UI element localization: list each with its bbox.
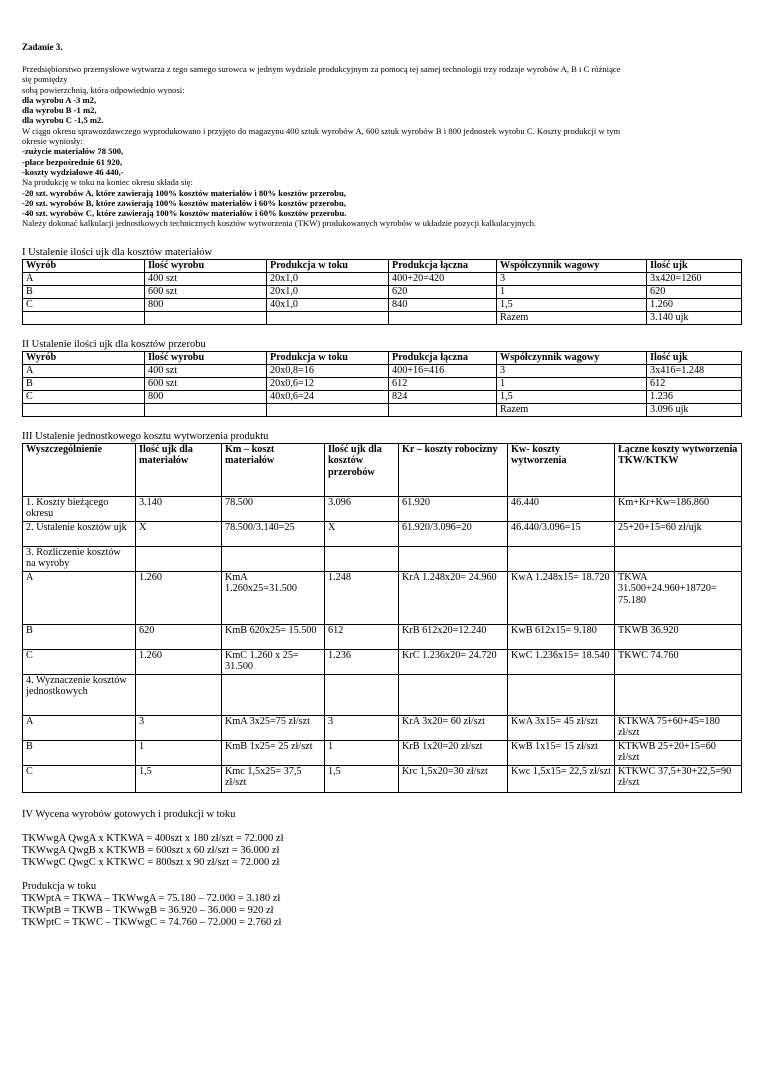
task-line: -20 szt. wyrobów A, które zawierają 100% kosztów materiałów i 80% kosztów przerobu, [22, 187, 346, 198]
table-row [23, 715, 742, 740]
column-header: Wyszczególnienie [23, 443, 136, 496]
table-cell: 46.440 [508, 496, 615, 521]
table-row [23, 272, 742, 285]
table-cell [508, 546, 615, 571]
task-text [22, 64, 742, 229]
table-cell: 3 [136, 715, 222, 740]
task-line: -płace bezpośrednie 61 920, [22, 156, 123, 167]
table-cell: Kmc 1,5x25= 37,5 zł/szt [222, 765, 325, 792]
table-cell: B [23, 624, 136, 649]
task-line: dla wyrobu A -3 m2, [22, 94, 97, 105]
table-cell: 20x1,0 [267, 285, 389, 298]
table-cell: KwB 612x15= 9.180 [508, 624, 615, 649]
table-cell: KrC 1.236x20= 24.720 [399, 649, 508, 674]
table-row [23, 649, 742, 674]
table-cell: KTKWB 25+20+15=60 zł/szt [615, 740, 742, 765]
table-cell: 612 [325, 624, 399, 649]
column-header: Kw- koszty wytworzenia [508, 443, 615, 496]
column-header: Produkcja w toku [267, 259, 389, 272]
column-header: Ilość ujk [647, 259, 742, 272]
column-header: Wyrób [23, 259, 145, 272]
table-cell: 46.440/3.096=15 [508, 521, 615, 546]
table-cell [145, 311, 267, 324]
table-cell [389, 311, 497, 324]
formula-line: TKWwgA QwgA x KTKWA = 400szt x 180 zł/szt = 72.000 zł [22, 832, 284, 844]
table-cell [267, 403, 389, 416]
table-cell: 3 [497, 364, 647, 377]
table-cell: 1 [325, 740, 399, 765]
table-row [23, 546, 742, 571]
table-cell: 600 szt [145, 377, 267, 390]
table-row [23, 740, 742, 765]
table-cell: 1. Koszty bieżącego okresu [23, 496, 136, 521]
table-cell [399, 546, 508, 571]
table-row [23, 364, 742, 377]
table-cell: Krc 1,5x20=30 zł/szt [399, 765, 508, 792]
table-cell: C [23, 390, 145, 403]
table-cell: 1.236 [647, 390, 742, 403]
table-row [23, 521, 742, 546]
formula-line: TKWptC = TKWC – TKWwgC = 74.760 – 72.000 = 2.760 zł [22, 916, 282, 928]
table-cell [399, 674, 508, 715]
section1-title: I Ustalenie ilości ujk dla kosztów materiałów [22, 246, 213, 258]
table-cell: 3x420=1260 [647, 272, 742, 285]
table-cell: X [136, 521, 222, 546]
table-cell: KmC 1.260 x 25= 31.500 [222, 649, 325, 674]
table-cell [136, 546, 222, 571]
task-line: W ciągu okresu sprawozdawczego wyprodukowano i przyjęto do magazynu 400 sztuk wyrobów A, 600 sztuk wyrobów B i 800 jednostek wyrobu C. Koszty produkcji w tym [22, 125, 621, 136]
table-cell: 800 [145, 298, 267, 311]
table-cell: 1 [497, 377, 647, 390]
table-cell: KrB 1x20=20 zł/szt [399, 740, 508, 765]
table-cell: 1 [136, 740, 222, 765]
task-line: -40 szt. wyrobów C, które zawierają 100% kosztów materiałów i 60% kosztów przerobu. [22, 208, 347, 219]
table-cell: KrA 1.248x20= 24.960 [399, 571, 508, 624]
table-cell: 1.260 [136, 649, 222, 674]
table-cell: 1.236 [325, 649, 399, 674]
document-page [22, 42, 742, 929]
table-cell: 620 [647, 285, 742, 298]
column-header: Km – koszt materiałów [222, 443, 325, 496]
table-cell: 1,5 [497, 390, 647, 403]
task-line: sobą powierzchnią, która odpowiednio wynosi: [22, 84, 185, 95]
table-cell: 40x0,6=24 [267, 390, 389, 403]
wip-lines [22, 893, 742, 929]
wip-subtitle: Produkcja w toku [22, 880, 97, 892]
column-header: Kr – koszty robocizny [399, 443, 508, 496]
table-cell: 1,5 [325, 765, 399, 792]
section3-table [22, 443, 742, 793]
header-row [23, 351, 742, 364]
table-row [23, 285, 742, 298]
table-cell: 3.140 [136, 496, 222, 521]
table-cell: A [23, 571, 136, 624]
table-cell: 3.140 ujk [647, 311, 742, 324]
table-cell: 3 [497, 272, 647, 285]
table-cell: KwA 3x15= 45 zł/szt [508, 715, 615, 740]
table-cell: A [23, 272, 145, 285]
table-cell: 620 [389, 285, 497, 298]
table-cell: TKWB 36.920 [615, 624, 742, 649]
table-cell: 61.920 [399, 496, 508, 521]
table-cell: 1.260 [647, 298, 742, 311]
table-row [23, 496, 742, 521]
table-cell: 78.500 [222, 496, 325, 521]
task-line: Należy dokonać kalkulacji jednostkowych technicznych kosztów wytworzenia (TKW) produkowanych wyrobów w układzie pozycji kalkulacyjnych. [22, 218, 537, 229]
column-header: Wyrób [23, 351, 145, 364]
table-cell: 400 szt [145, 272, 267, 285]
table-cell: Razem [497, 403, 647, 416]
column-header: Współczynnik wagowy [497, 351, 647, 364]
task-line: Na produkcję w toku na koniec okresu składa się: [22, 177, 193, 188]
table-cell: 2. Ustalenie kosztów ujk [23, 521, 136, 546]
table-cell [389, 403, 497, 416]
table-cell: 400+16=416 [389, 364, 497, 377]
column-header: Ilość wyrobu [145, 351, 267, 364]
table-row [23, 624, 742, 649]
table-cell: B [23, 377, 145, 390]
table-cell: C [23, 298, 145, 311]
table-cell: A [23, 715, 136, 740]
table-cell: TKWC 74.760 [615, 649, 742, 674]
table-cell: KmA 3x25=75 zł/szt [222, 715, 325, 740]
table-cell [23, 311, 145, 324]
table-cell: 1.248 [325, 571, 399, 624]
table-cell [615, 674, 742, 715]
table-cell: 1.260 [136, 571, 222, 624]
table-cell: Km+Kr+Kw=186.860 [615, 496, 742, 521]
table-row [23, 311, 742, 324]
table-cell [267, 311, 389, 324]
table-cell: Kwc 1,5x15= 22,5 zł/szt [508, 765, 615, 792]
table-row [23, 298, 742, 311]
task-line: okresie wyniosły: [22, 136, 83, 147]
table-cell: 4. Wyznaczenie kosztów jednostkowych [23, 674, 136, 715]
task-line: -zużycie materiałów 78 500, [22, 146, 124, 157]
table-cell: KwB 1x15= 15 zł/szt [508, 740, 615, 765]
table-cell: 40x1,0 [267, 298, 389, 311]
table-cell: KTKWC 37,5+30+22,5=90 zł/szt [615, 765, 742, 792]
table-cell [23, 403, 145, 416]
table-cell [508, 674, 615, 715]
table-cell: 3.096 ujk [647, 403, 742, 416]
table-cell: 1,5 [136, 765, 222, 792]
table-cell: KmB 620x25= 15.500 [222, 624, 325, 649]
table-cell: 400+20=420 [389, 272, 497, 285]
table-row [23, 377, 742, 390]
table-cell: 612 [389, 377, 497, 390]
table-cell: A [23, 364, 145, 377]
column-header: Produkcja łączna [389, 351, 497, 364]
table-cell: 3.096 [325, 496, 399, 521]
table-cell: 824 [389, 390, 497, 403]
table-cell: 20x0,6=12 [267, 377, 389, 390]
header-row [23, 443, 742, 496]
header-row [23, 259, 742, 272]
task-line: się pomiędzy [22, 74, 68, 85]
table-cell: X [325, 521, 399, 546]
table-cell: 612 [647, 377, 742, 390]
column-header: Współczynnik wagowy [497, 259, 647, 272]
section4-title: IV Wycena wyrobów gotowych i produkcji w toku [22, 808, 236, 820]
task-line: Przedsiębiorstwo przemysłowe wytwarza z tego samego surowca w jednym wydziale produkcyjnym za pomocą tej samej technologii trzy rodzaje wyrobów A, B i C różniące [22, 64, 621, 74]
table-cell: C [23, 649, 136, 674]
table-cell [136, 674, 222, 715]
column-header: Produkcja w toku [267, 351, 389, 364]
table-cell: 400 szt [145, 364, 267, 377]
table-cell: 1 [497, 285, 647, 298]
column-header: Łączne koszty wytworzenia TKW/KTKW [615, 443, 742, 496]
table-cell: B [23, 740, 136, 765]
table-row [23, 765, 742, 792]
task-line: dla wyrobu C -1,5 m2. [22, 115, 104, 126]
column-header: Ilość ujk [647, 351, 742, 364]
task-line: -20 szt. wyrobów B, które zawierają 100% kosztów materiałów i 60% kosztów przerobu, [22, 197, 346, 208]
formula-line: TKWwgC QwgC x KTKWC = 800szt x 90 zł/szt = 72.000 zł [22, 856, 280, 868]
table-cell: 78.500/3.140=25 [222, 521, 325, 546]
table-cell: 3. Rozliczenie kosztów na wyroby [23, 546, 136, 571]
table-cell [222, 546, 325, 571]
table-cell: 25+20+15=60 zł/ujk [615, 521, 742, 546]
table-cell: 3 [325, 715, 399, 740]
table-cell: KwC 1.236x15= 18.540 [508, 649, 615, 674]
table-cell [615, 546, 742, 571]
table-cell: 800 [145, 390, 267, 403]
table-cell: KTKWA 75+60+45=180 zł/szt [615, 715, 742, 740]
table-cell: B [23, 285, 145, 298]
table-row [23, 674, 742, 715]
table-cell: 3x416=1.248 [647, 364, 742, 377]
column-header: Ilość wyrobu [145, 259, 267, 272]
table-cell: C [23, 765, 136, 792]
section2-table [22, 351, 742, 417]
table-cell: 600 szt [145, 285, 267, 298]
table-cell: TKWA 31.500+24.960+18720= 75.180 [615, 571, 742, 624]
table-cell: 20x0,8=16 [267, 364, 389, 377]
column-header: Ilość ujk dla materiałów [136, 443, 222, 496]
table-cell: 20x1,0 [267, 272, 389, 285]
table-cell: KwA 1.248x15= 18.720 [508, 571, 615, 624]
table-cell: 620 [136, 624, 222, 649]
valuation-lines [22, 833, 742, 869]
table-cell: KrA 3x20= 60 zł/szt [399, 715, 508, 740]
table-cell: 840 [389, 298, 497, 311]
section3-title: III Ustalenie jednostkowego kosztu wytworzenia produktu [22, 430, 269, 442]
table-cell [222, 674, 325, 715]
task-line: -koszty wydziałowe 46 440,- [22, 166, 124, 177]
table-row [23, 571, 742, 624]
table-cell: 1,5 [497, 298, 647, 311]
formula-line: TKWptA = TKWA – TKWwgA = 75.180 – 72.000 = 3.180 zł [22, 892, 281, 904]
section1-table [22, 259, 742, 325]
column-header: Ilość ujk dla kosztów przerobów [325, 443, 399, 496]
formula-line: TKWptB = TKWB – TKWwgB = 36.920 – 36.000 = 920 zł [22, 904, 274, 916]
section2-title: II Ustalenie ilości ujk dla kosztów przerobu [22, 338, 206, 350]
task-title: Zadanie 3. [22, 42, 63, 52]
table-cell [325, 546, 399, 571]
table-cell: KmB 1x25= 25 zł/szt [222, 740, 325, 765]
table-cell: Razem [497, 311, 647, 324]
table-cell [145, 403, 267, 416]
table-row [23, 403, 742, 416]
column-header: Produkcja łączna [389, 259, 497, 272]
table-cell: KrB 612x20=12.240 [399, 624, 508, 649]
table-cell [325, 674, 399, 715]
formula-line: TKWwgA QwgB x KTKWB = 600szt x 60 zł/szt = 36.000 zł [22, 844, 280, 856]
table-cell: 61.920/3.096=20 [399, 521, 508, 546]
table-row [23, 390, 742, 403]
table-cell: KmA 1.260x25=31.500 [222, 571, 325, 624]
task-line: dla wyrobu B -1 m2, [22, 105, 97, 116]
